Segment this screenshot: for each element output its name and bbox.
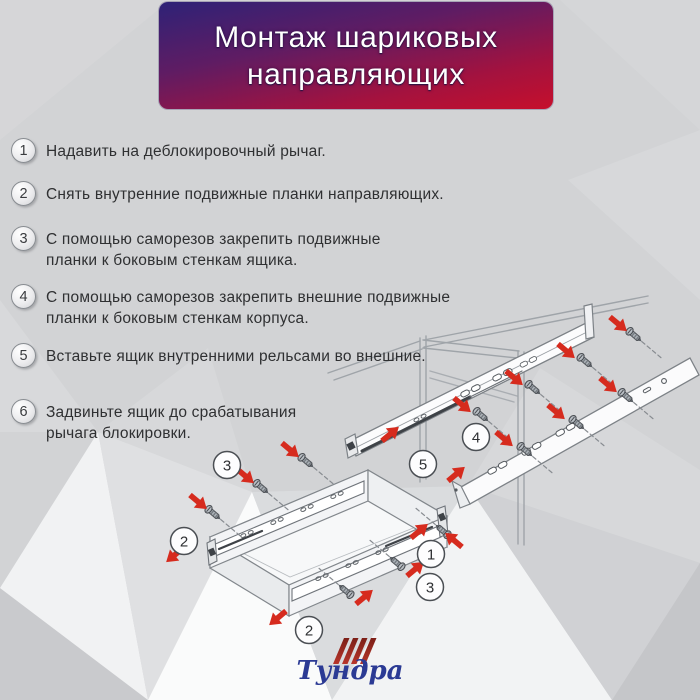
step-item-1	[11, 141, 631, 163]
step-item-4	[11, 287, 491, 329]
callout-number: 4	[471, 429, 481, 447]
callout-number: 2	[304, 622, 314, 640]
step-text: Надавить на деблокировочный рычаг.	[46, 143, 326, 160]
step-item-6	[11, 402, 311, 444]
callout-3b	[417, 574, 444, 601]
callout-2a	[171, 528, 198, 555]
callout-number: 2	[179, 533, 189, 551]
callout-number: 3	[222, 457, 232, 475]
step-number-badge: 2	[11, 181, 36, 206]
brand-logo-tundra: Тундра	[296, 656, 404, 686]
step-item-3	[11, 229, 426, 271]
callout-2b	[296, 617, 323, 644]
step-text: С помощью саморезов закрепить подвижные планки к боковым стенкам ящика.	[46, 231, 381, 269]
callout-number: 1	[426, 546, 436, 564]
step-number-badge: 5	[11, 343, 36, 368]
page-title-line1: Монтаж шариковых	[214, 20, 498, 54]
step-text: Задвиньте ящик до срабатывания рычага блокировки.	[46, 404, 297, 442]
step-number-badge: 4	[11, 284, 36, 309]
callout-4	[463, 424, 490, 451]
step-number-badge: 6	[11, 399, 36, 424]
step-item-2	[11, 184, 631, 206]
step-text: Вставьте ящик внутренними рельсами во внешние.	[46, 348, 426, 365]
step-text: Снять внутренние подвижные планки направляющих.	[46, 186, 444, 203]
callout-1	[418, 541, 445, 568]
callout-number: 3	[425, 579, 435, 597]
step-number-badge: 3	[11, 226, 36, 251]
title-banner	[159, 2, 553, 109]
callout-number: 5	[418, 456, 428, 474]
callout-3a	[214, 452, 241, 479]
page-title-line2: направляющих	[246, 57, 465, 91]
step-item-5	[11, 346, 631, 368]
callout-5	[410, 451, 437, 478]
step-text: С помощью саморезов закрепить внешние подвижные планки к боковым стенкам корпуса.	[46, 289, 451, 327]
step-number-badge: 1	[11, 138, 36, 163]
